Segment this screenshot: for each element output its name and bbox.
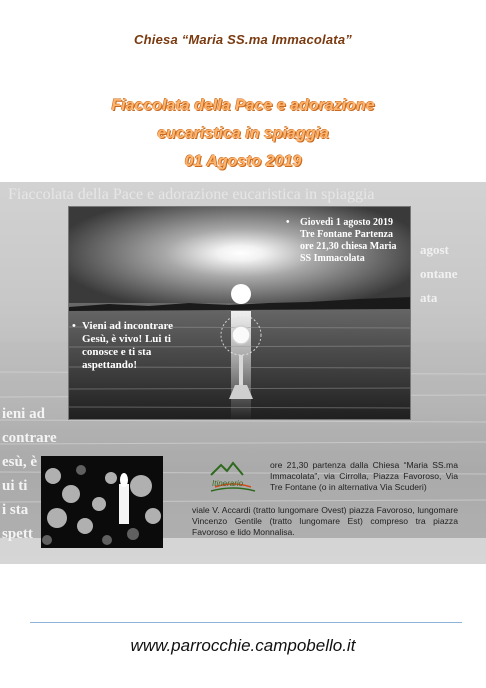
route-text-rest: viale V. Accardi (tratto lungomare Ovest) piazza Favoroso, lungomare Vincenzo Gentile (tratto lungomare Est) compreso tra piazza Favoroso e lido Monnalisa. xyxy=(192,504,458,538)
footer-divider xyxy=(30,622,462,623)
ghost-line: spett xyxy=(2,526,33,542)
bullet-icon: • xyxy=(286,217,290,228)
itinerario-label: Itinerario xyxy=(212,479,244,488)
ghost-line: contrare xyxy=(2,430,57,446)
ghost-line: ui ti xyxy=(2,478,28,494)
event-title-line-2: eucaristica in spiaggia xyxy=(157,125,329,142)
website-url[interactable]: www.parrocchie.campobello.it xyxy=(130,636,356,655)
itinerario-logo xyxy=(181,455,269,501)
ghost-line: agost xyxy=(420,242,449,257)
church-name-header: Chiesa “Maria SS.ma Immacolata” xyxy=(134,32,352,47)
invite-text: Vieni ad incontrare Gesù, è vivo! Lui ti conosce e ti sta aspettando! xyxy=(82,320,174,371)
event-info-bullet xyxy=(286,217,408,265)
event-date: 01 Agosto 2019 xyxy=(184,153,302,170)
route-text-first: ore 21,30 partenza dalla Chiesa “Maria SS.ma Immacolata”, via Cirrolla, Piazza Favoroso, Via Tre Fontane (o in alternativa Via Scuderi) xyxy=(270,460,458,493)
candles-bokeh-image xyxy=(41,456,163,548)
candles-bokeh-photo xyxy=(41,456,163,548)
ghost-line: esù, è xyxy=(2,454,37,470)
background-ghost-info xyxy=(420,238,458,310)
event-info-text: Giovedì 1 agosto 2019 Tre Fontane Partenza ore 21,30 chiesa Maria SS Immacolata xyxy=(300,217,397,264)
mountains-logo-icon xyxy=(181,455,269,501)
ghost-line: ontane xyxy=(420,266,458,281)
ghost-line: ieni ad xyxy=(2,406,45,422)
event-title-line-1: Fiaccolata della Pace e adorazione xyxy=(111,97,375,114)
bullet-icon: • xyxy=(72,320,76,332)
ghost-line: i sta xyxy=(2,502,29,518)
ghost-line: ata xyxy=(420,290,438,305)
event-title xyxy=(0,92,486,176)
background-ghost-title: Fiaccolata della Pace e adorazione eucaristica in spiaggia xyxy=(8,186,375,203)
invite-bullet xyxy=(72,320,180,372)
